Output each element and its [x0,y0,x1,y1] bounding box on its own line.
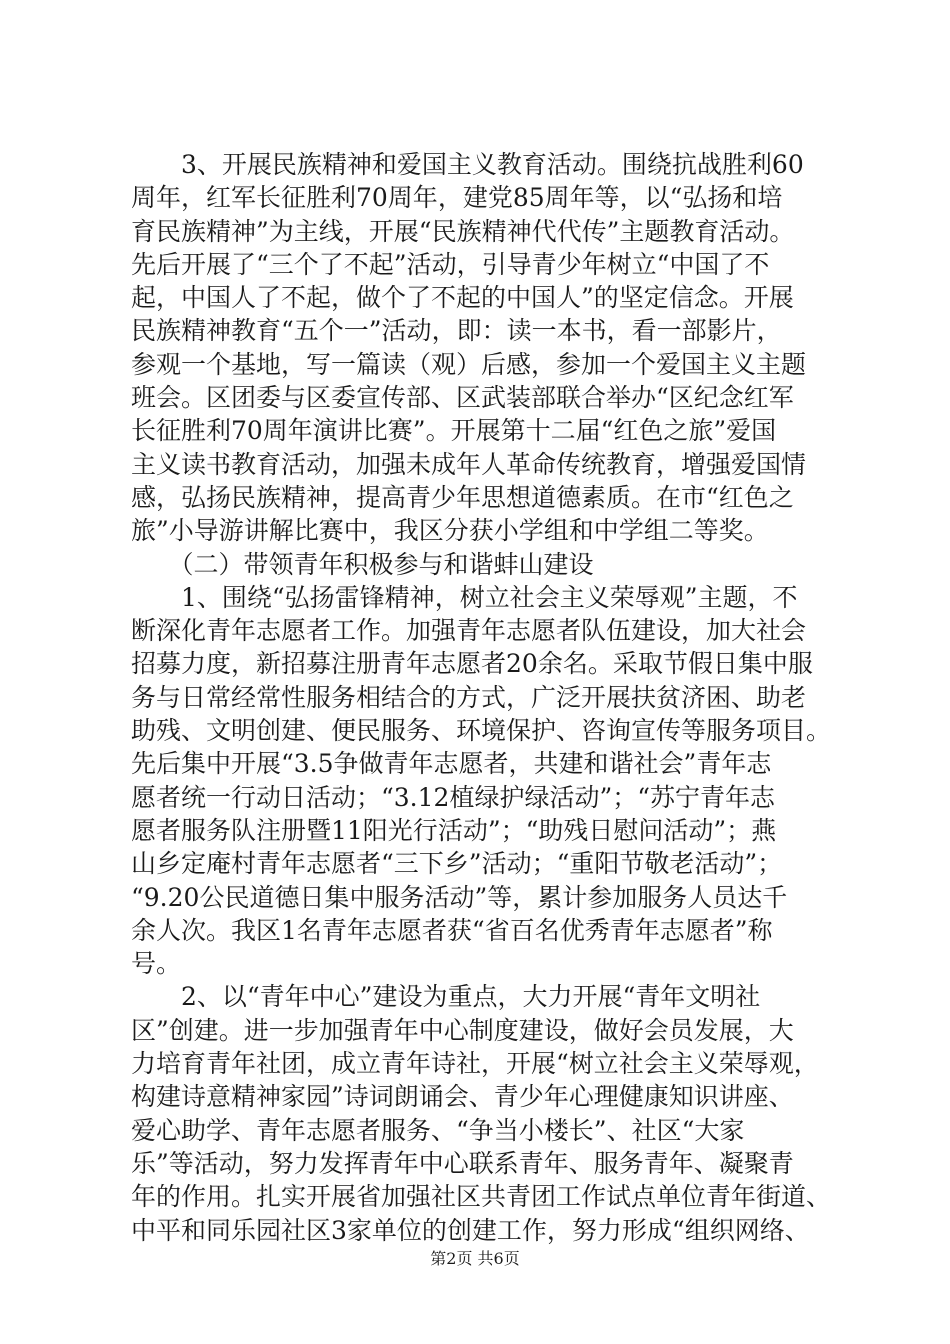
text-line: 中平和同乐园社区3家单位的创建工作，努力形成“组织网络、 [131,1215,810,1245]
text-line: 先后集中开展“3.5争做青年志愿者，共建和谐社会”青年志 [131,749,772,779]
text-line: 2、以“青年中心”建设为重点，大力开展“青年文明社 [131,982,761,1012]
text-line: 构建诗意精神家园”诗词朗诵会、青少年心理健康知识讲座、 [131,1082,794,1112]
text-line: 余人次。我区1名青年志愿者获“省百名优秀青年志愿者”称 [131,915,773,945]
text-line: 愿者统一行动日活动；“3.12植绿护绿活动”；“苏宁青年志 [131,782,776,812]
text-line: 断深化青年志愿者工作。加强青年志愿者队伍建设，加大社会 [131,616,807,646]
text-line: 爱心助学、青年志愿者服务、“争当小楼长”、社区“大家 [131,1115,745,1145]
text-line: “9.20公民道德日集中服务活动”等，累计参加服务人员达千 [131,882,788,912]
text-line: 班会。区团委与区委宣传部、区武装部联合举办“区纪念红军 [131,383,794,413]
text-line: 区”创建。进一步加强青年中心制度建设，做好会员发展，大 [131,1015,794,1045]
text-line: 感，弘扬民族精神，提高青少年思想道德素质。在市“红色之 [131,482,794,512]
text-line: 周年，红军长征胜利70周年，建党85周年等，以“弘扬和培 [131,183,783,213]
text-line: 务与日常经常性服务相结合的方式，广泛开展扶贫济困、助老 [131,682,807,712]
text-line: 愿者服务队注册暨11阳光行活动”；“助残日慰问活动”；燕 [131,815,777,845]
text-line: 助残、文明创建、便民服务、环境保护、咨询宣传等服务项目。 [131,716,832,746]
text-line: 乐”等活动，努力发挥青年中心联系青年、服务青年、凝聚青 [131,1148,794,1178]
text-line: 主义读书教育活动，加强未成年人革命传统教育，增强爱国情 [131,449,807,479]
text-line: 年的作用。扎实开展省加强社区共青团工作试点单位青年街道、 [131,1182,832,1212]
text-line: 3、开展民族精神和爱国主义教育活动。围绕抗战胜利60 [131,150,804,179]
text-line: 力培育青年社团，成立青年诗社，开展“树立社会主义荣辱观， [131,1049,819,1079]
text-line: 长征胜利70周年演讲比赛”。开展第十二届“红色之旅”爱国 [131,416,777,446]
text-line: 号。 [131,949,182,979]
text-line: 参观一个基地，写一篇读（观）后感，参加一个爱国主义主题 [131,349,807,379]
text-line: 1、围绕“弘扬雷锋精神，树立社会主义荣辱观”主题，不 [131,582,798,612]
text-line: 育民族精神”为主线，开展“民族精神代代传”主题教育活动。 [131,216,795,246]
page-footer: 第2页 共6页 [430,1249,520,1268]
section-heading: （二）带领青年积极参与和谐蚌山建设 [131,549,594,579]
text-line: 先后开展了“三个了不起”活动，引导青少年树立“中国了不 [131,249,770,279]
text-line: 旅”小导游讲解比赛中，我区分获小学组和中学组二等奖。 [131,516,769,546]
text-line: 民族精神教育“五个一”活动，即：读一本书，看一部影片， [131,316,782,346]
text-line: 招募力度，新招募注册青年志愿者20余名。采取节假日集中服 [131,649,813,679]
text-line: 起，中国人了不起，做个了不起的中国人”的坚定信念。开展 [131,283,794,313]
text-line: 山乡定庵村青年志愿者“三下乡”活动；“重阳节敬老活动”； [131,849,783,879]
document-body [131,148,831,1247]
